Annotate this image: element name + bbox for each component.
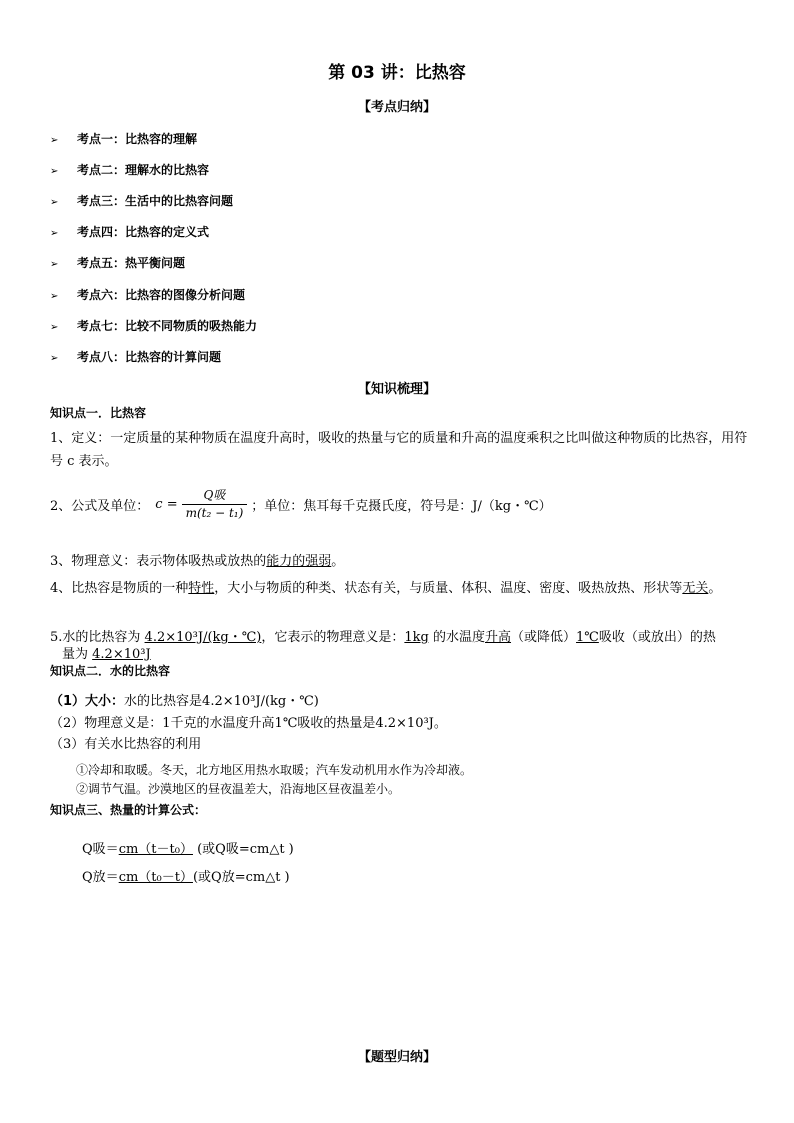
kp3-heading: 知识点三、热量的计算公式： (50, 803, 207, 817)
water-specific-heat-line-2: 量为 4.2×10³J (62, 647, 151, 662)
formula-lhs: c = (155, 496, 178, 512)
page-title: 第 03 讲：比热容 (328, 63, 466, 83)
kaodian-item: ➢ 考点六：比热容的图像分析问题 (50, 288, 246, 302)
arrow-bullet-icon: ➢ (50, 166, 59, 177)
unit-text: ；单位：焦耳每千克摄氏度，符号是：J/（kg・℃） (251, 498, 552, 514)
formula-line: 2、公式及单位： c = $\frac{\text{Q吸}}{\text{m(t₂ − t₁)}}$ ；单位：焦耳每千克摄氏度，符号是：J/（kg・℃） (50, 487, 552, 520)
water-use-item: ①冷却和取暖。冬天，北方地区用热水取暖；汽车发动机用水作为冷却液。 (76, 763, 473, 777)
arrow-bullet-icon: ➢ (50, 353, 59, 364)
kp2-heading: 知识点二．水的比热容 (50, 664, 171, 678)
water-use-heading: （3）有关水比热容的利用 (50, 737, 202, 752)
heat-release-formula: Q放＝cm（t₀－t）(或Q放=cm△t ) (82, 870, 290, 885)
meaning-line: 3、物理意义：表示物体吸热或放热的能力的强弱。 (50, 554, 345, 569)
kp1-heading: 知识点一．比热容 (50, 406, 147, 420)
heat-absorb-formula: Q吸＝cm（t－t₀） (或Q吸=cm△t ) (82, 842, 294, 857)
water-use-item: ②调节气温。沙漠地区的昼夜温差大，沿海地区昼夜温差小。 (76, 782, 401, 796)
section-heading-kaodian: 【考点归纳】 (357, 100, 436, 115)
formula-numerator: Q吸 (182, 487, 248, 505)
water-meaning-line: （2）物理意义是：1千克的水温度升高1℃吸收的热量是4.2×10³J。 (50, 716, 447, 731)
definition-paragraph: 1、定义：一定质量的某种物质在温度升高时，吸收的热量与它的质量和升高的温度乘积之比叫做这种物质的比热容，用符号 c 表示。 (50, 431, 748, 469)
kaodian-item: ➢ 考点五：热平衡问题 (50, 256, 186, 270)
arrow-bullet-icon: ➢ (50, 197, 59, 208)
kaodian-item: ➢ 考点一：比热容的理解 (50, 132, 198, 146)
formula-fraction (182, 487, 248, 522)
section-heading-tixing: 【题型归纳】 (357, 1050, 436, 1065)
arrow-bullet-icon: ➢ (50, 228, 59, 239)
kaodian-item: ➢ 考点八：比热容的计算问题 (50, 350, 222, 364)
kaodian-item: ➢ 考点二：理解水的比热容 (50, 163, 210, 177)
formula-denominator: m(t₂ − t₁) (185, 505, 244, 520)
kaodian-item: ➢ 考点七：比较不同物质的吸热能力 (50, 319, 258, 333)
water-specific-heat-line: 5.水的比热容为 4.2×10³J/(kg・℃)，它表示的物理意义是：1kg 的水温度升高（或降低）1℃吸收（或放出）的热 (50, 630, 716, 645)
kaodian-item: ➢ 考点四：比热容的定义式 (50, 225, 210, 239)
arrow-bullet-icon: ➢ (50, 135, 59, 146)
water-size-line: （1）大小：水的比热容是4.2×10³J/(kg・℃) (50, 694, 319, 709)
kaodian-item: ➢ 考点三：生活中的比热容问题 (50, 194, 234, 208)
arrow-bullet-icon: ➢ (50, 259, 59, 270)
arrow-bullet-icon: ➢ (50, 291, 59, 302)
property-paragraph: 4、比热容是物质的一种特性，大小与物质的种类、状态有关，与质量、体积、温度、密度、吸热放热、形状等无关。 (50, 581, 722, 596)
arrow-bullet-icon: ➢ (50, 322, 59, 333)
section-heading-zhishi: 【知识梳理】 (357, 382, 436, 397)
